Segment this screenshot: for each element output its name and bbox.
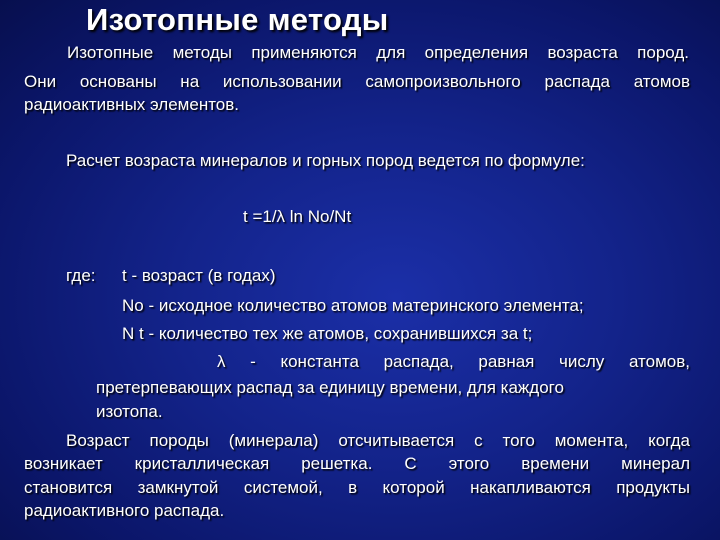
slide-title: Изотопные методы	[86, 2, 389, 37]
age-line-3: становится замкнутой системой, в которой накапливаются продукты	[24, 478, 690, 497]
where-lambda-line-2: претерпевающих распад за единицу времени, для каждого	[96, 378, 564, 397]
where-label: где:	[66, 266, 96, 285]
calc-text: Расчет возраста минералов и горных пород ведется по формуле:	[66, 151, 585, 170]
intro-line-2: Они основаны на использовании самопроизвольного распада атомов	[24, 72, 690, 91]
where-lambda-line-3: изотопа.	[96, 402, 163, 421]
where-t-line: t - возраст (в годах)	[122, 266, 276, 285]
age-line-1: Возраст породы (минерала) отсчитывается с того момента, когда	[66, 431, 690, 450]
age-line-4: радиоактивного распада.	[24, 501, 225, 520]
where-nt-line: N t - количество тех же атомов, сохранившихся за t;	[122, 324, 533, 343]
intro-line-3: радиоактивных элементов.	[24, 95, 240, 114]
formula: t =1/λ ln No/Nt	[243, 207, 352, 226]
where-no-line: No - исходное количество атомов материнского элемента;	[122, 296, 584, 315]
age-line-2: возникает кристаллическая решетка. С этого времени минерал	[24, 454, 690, 473]
where-lambda-line-1: λ - константа распада, равная числу атомов,	[217, 352, 690, 371]
intro-line-1: Изотопные методы применяются для определения возраста пород.	[67, 43, 689, 62]
